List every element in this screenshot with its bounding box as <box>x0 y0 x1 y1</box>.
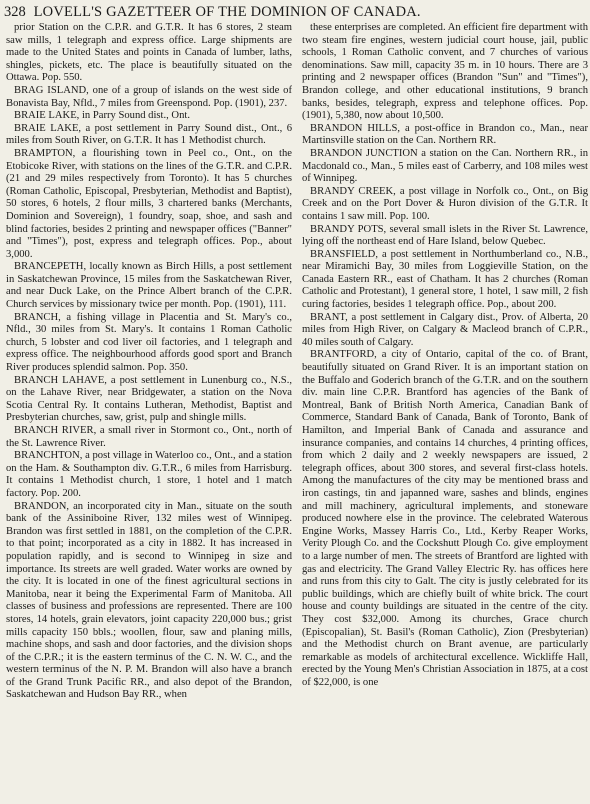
entry-brant: BRANT, a post settlement in Calgary dist., Prov. of Alberta, 20 miles from High River, on Calgary & Macleod branch of C.P.R., 40 miles south of Calgary. <box>302 311 588 348</box>
entry-braie-lake: BRAIE LAKE, in Parry Sound dist., Ont. <box>14 110 190 122</box>
entry-brandon: BRANDON, an incorporated city in Man., situate on the south bank of the Assiniboine River, 132 miles west of Winnipeg. Brandon was first settled in 1881, on the completion of the C.P.R. to that point; incorporated as a city in 1882. It has increased in population rapidly, and is second to Winnipeg in size and importance. Its streets are well graded. Water works are owned by the city. It is located in one of the finest agricultural sections in Manitoba, near it being the Experimental Farm of Manitoba. All classes of business and professions are represented. There are 100 stores, 14 hotels, grain elevators, joint capacity 220,000 bus.; grist mills capacity 150 bbls.; woollen, flour, saw and planing mills, machine shops, and sash and door factories, and the division shops of the C.P.R.; it is the eastern terminus of the C. N. W. C., and the western terminus of the N. P. M. Brandon will also have a branch of the Grand Trunk Pacific RR., and also depot of the Brandon, Saskatchewan and Hudson Bay RR., when <box>6 500 292 701</box>
entry-branch: BRANCH, a fishing village in Placentia and St. Mary's co., Nfld., 30 miles from St. Mary's. It contains 1 Roman Catholic church, 5 lobster and cod liver oil factories, and 1 telegraph and express office. The neighbourhood affords good sport and Branch River produces splendid salmon. Pop. 350. <box>6 311 292 374</box>
entry-branch-lahave: BRANCH LAHAVE, a post settlement in Lunenburg co., N.S., on the Lahave River, near Bridgewater, a station on the Nova Scotia Central Ry. It contains Lutheran, Methodist, Baptist and Presbyterian churches, saw, grist, pulp and shingle mills. <box>6 374 292 424</box>
entry-paragraph: prior Station on the C.P.R. and G.T.R. It has 6 stores, 2 steam saw mills, 1 telegraph and express office. Large shipments are made to the United States and points in Canada of lumber, laths, shingles, pickets, etc. The place is beautifully situated on the Ottawa. Pop. 550. <box>6 22 292 84</box>
entry-brantford: BRANTFORD, a city of Ontario, capital of the co. of Brant, beautifully situated on Grand River. It is an important station on the Buffalo and Goderich branch of the G.T.R. and on the southern div. main line C.P.R. Brantford has agencies of the Bank of Montreal, Bank of British North America, Canadian Bank of Commerce, Standard Bank of Canada, Bank of Toronto, Bank of Hamilton, and Imperial Bank of Canada and assurance and insurance companies, and contains 14 churches, 4 printing offices, from which 2 daily and 2 weekly newspapers are issued, 2 telegraph offices, about 300 stores, and several first-class hotels. Among the manufactures of the city may be mentioned brass and iron castings, tin and japanned ware, sashes and blinds, engines and mill machinery, agricultural implements, and stoneware produced nowhere else in the province. The celebrated Waterous Engine Works, Massey Harris Co., Ltd., Kerby Reaper Works, Verity Plough Co. and the Cockshutt Plough Co. give employment to a large number of men. The streets of Brantford are lighted with gas and electricity. The Grand Valley Electric Ry. has offices here and runs from this city to Galt. The city is justly celebrated for its public buildings, which are chiefly built of white brick. The court house and county buildings are situated in the centre of the city. They cost $32,000. Among its churches, Grace church (Episcopalian), St. Basil's (Roman Catholic), Zion (Presbyterian) and the Methodist church on Brant avenue, are particularly remarkable as models of architectural excellence. Wickliffe Hall, erected by the Young Men's Christian Association in 1875, at a cost of $22,000, is one <box>302 349 588 688</box>
entry-brandy-creek: BRANDY CREEK, a post village in Norfolk co., Ont., on Big Creek and on the Port Dover & Huron division of the G.T.R. It contains 1 saw mill. Pop. 100. <box>302 185 588 222</box>
entry-branchton: BRANCHTON, a post village in Waterloo co., Ont., and a station on the Ham. & Southampton div. G.T.R., 6 miles from Harrisburg. It contains 1 Methodist church, 1 store, 1 hotel and 1 match factory. Pop. 200. <box>6 450 292 499</box>
entry-brampton: BRAMPTON, a flourishing town in Peel co., Ont., on the Etobicoke River, with stations on the lines of the G.T.R. and C.P.R. (21 and 29 miles respectively from Toronto). It has 5 churches (Roman Catholic, Episcopal, Presbyterian, Methodist and Baptist), 50 stores, 6 hotels, 2 flour mills, 3 chartered banks (Merchants, Dominion and Sovereign), 1 foundry, soap, shoe, and sash and blind factories, besides 2 printing and newspaper offices ("Banner" and "Times"), post, express and telegraph offices. Pop., about 3,000. <box>6 147 292 260</box>
entry-bransfield: BRANSFIELD, a post settlement in Northumberland co., N.B., near Miramichi Bay, 30 miles from Loggieville Station, on the Canada Eastern RR., east of Chatham. It has 2 churches (Roman Catholic and Protestant), 1 general store, 1 hotel, 1 saw mill, 2 fish curing factories, besides 1 telegraph office. Pop., about 200. <box>302 248 588 311</box>
entry-brandon-junction: BRANDON JUNCTION a station on the Can. Northern RR., in Macdonald co., Man., 5 miles east of Carberry, and 108 miles west of Winnipeg. <box>302 147 588 185</box>
entry-brag-island: BRAG ISLAND, one of a group of islands on the west side of Bonavista Bay, Nfld., 7 miles from Greenspond. Pop. (1901), 237. <box>6 84 292 109</box>
entry-brandon-hills: BRANDON HILLS, a post-office in Brandon co., Man., near Martinsville station on the Can. Northern RR. <box>302 122 588 147</box>
page-title: LOVELL'S GAZETTEER OF THE DOMINION OF CANADA. <box>33 4 421 20</box>
entry-branch-river: BRANCH RIVER, a small river in Stormont co., Ont., north of the St. Lawrence River. <box>6 425 292 449</box>
page-header <box>4 3 588 21</box>
entry-brandon-continued: these enterprises are completed. An efficient fire department with two steam fire engines, western judicial court house, jail, public schools, 1 Roman Catholic convent, and 7 churches of various denominations. Saw mill, capacity 35 m. in 10 hours. There are 3 printing and 2 newspaper offices (Brandon "Sun" and "Times"), Brandon college, and other educational institutions, 9 branch banks, besides, telegraph, express and telephone offices. Pop. (1901), 5,380, now about 10,500. <box>302 22 588 122</box>
entry-brandy-pots: BRANDY POTS, several small islets in the River St. Lawrence, lying off the northeast end of Hare Island, below Quebec. <box>302 223 588 248</box>
right-column <box>302 22 588 802</box>
left-column <box>6 22 292 802</box>
page-number: 328 <box>4 4 26 20</box>
entry-braie-lake-settlement: BRAIE LAKE, a post settlement in Parry Sound dist., Ont., 6 miles from South River, on G.T.R. It has 1 Methodist church. <box>6 122 292 147</box>
entry-brancepeth: BRANCEPETH, locally known as Birch Hills, a post settlement in Saskatchewan Province, 15 miles from the Saskatchewan River, and near Duck Lake, on the Prince Albert branch of the C.P.R. Church services by missionary twice per month. Pop. (1901), 111. <box>6 261 292 311</box>
